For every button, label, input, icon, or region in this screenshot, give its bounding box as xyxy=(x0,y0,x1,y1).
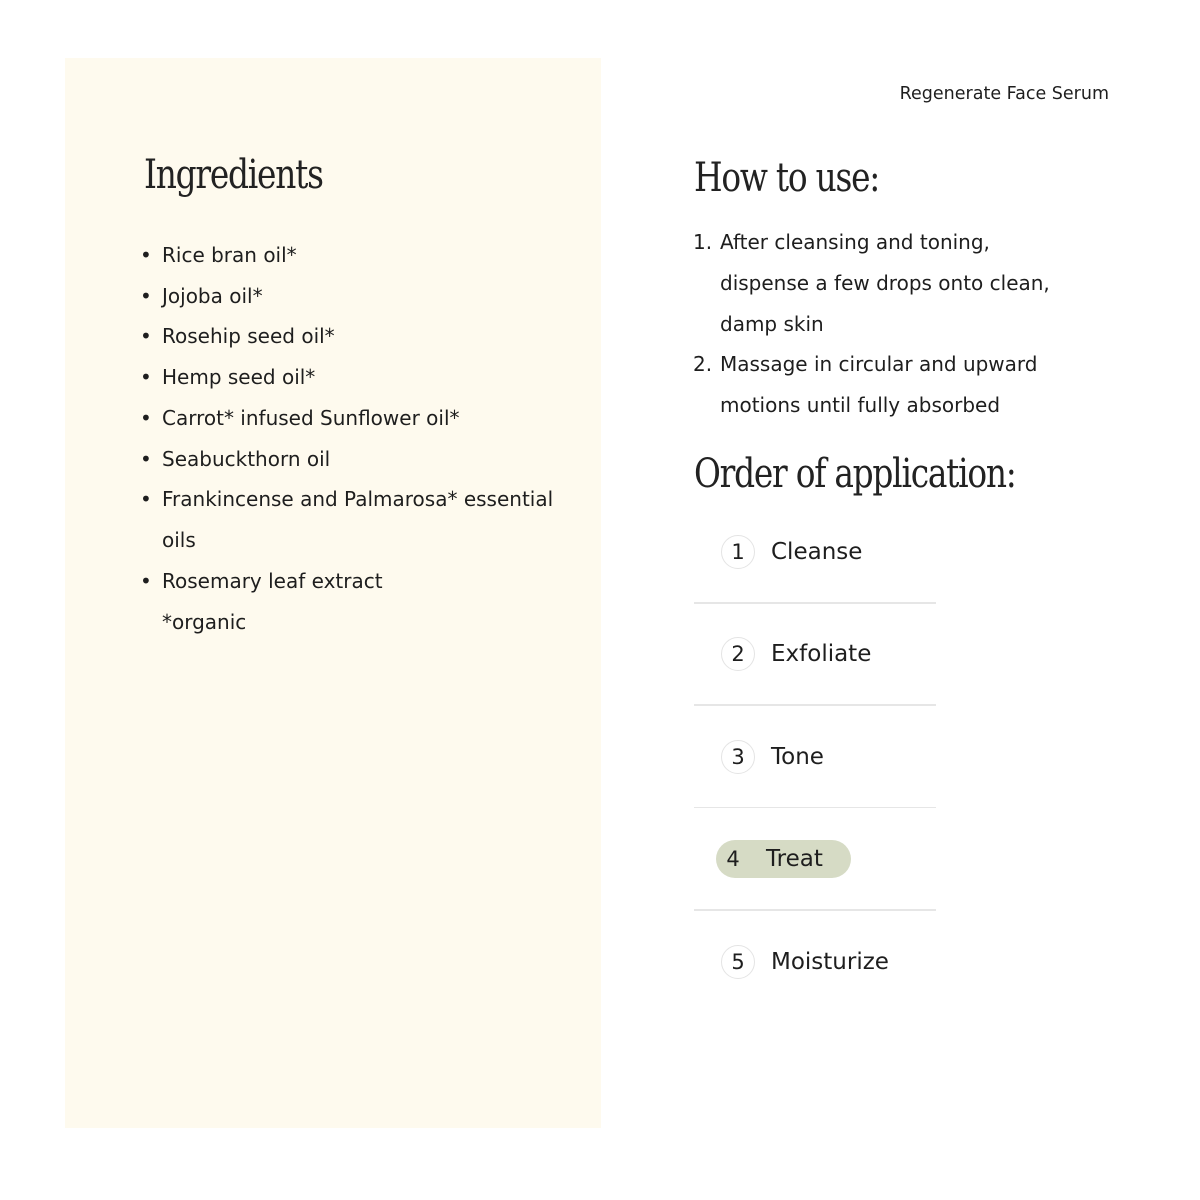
ingredient-item: • Rosehip seed oil* xyxy=(140,316,580,357)
step-number-badge: 1 xyxy=(721,535,755,569)
how-to-use-list xyxy=(690,222,1070,426)
bullet-icon: • xyxy=(140,405,152,430)
ingredient-item: • Rosemary leaf extract xyxy=(140,561,580,602)
ingredients-list xyxy=(140,235,580,601)
organic-footnote: *organic xyxy=(162,610,247,634)
bullet-icon: • xyxy=(140,568,152,593)
how-to-use-title: How to use: xyxy=(694,155,880,201)
application-step-exfoliate[interactable] xyxy=(694,623,936,725)
bullet-icon: • xyxy=(140,243,152,267)
active-step-pill xyxy=(716,840,851,878)
bullet-icon: • xyxy=(140,446,152,471)
bullet-icon: • xyxy=(140,487,152,512)
step-label: Cleanse xyxy=(771,539,863,565)
step-number: 1. xyxy=(693,230,713,254)
application-step-cleanse[interactable] xyxy=(694,521,936,623)
bullet-icon: • xyxy=(140,283,152,308)
step-number-badge: 2 xyxy=(721,637,755,671)
step-label: Treat xyxy=(766,846,823,873)
ingredient-item: • Seabuckthorn oil xyxy=(140,439,580,480)
application-step-moisturize[interactable] xyxy=(694,931,936,1033)
ingredients-title: Ingredients xyxy=(144,152,323,198)
step-number-badge: 3 xyxy=(721,740,755,774)
order-of-application-title: Order of application: xyxy=(694,451,1016,497)
step-number-badge: 5 xyxy=(721,945,755,979)
ingredient-item: • Frankincense and Palmarosa* essential oils xyxy=(140,479,580,560)
bullet-icon: • xyxy=(140,365,152,390)
bullet-icon: • xyxy=(140,324,152,349)
ingredient-item: • Jojoba oil* xyxy=(140,276,580,317)
divider xyxy=(694,602,936,604)
step-number-badge: 4 xyxy=(726,847,740,872)
ingredient-item: • Carrot* infused Sunflower oil* xyxy=(140,398,580,439)
step-label: Exfoliate xyxy=(771,641,872,668)
divider xyxy=(694,807,936,809)
divider xyxy=(694,704,936,706)
application-step-treat[interactable] xyxy=(694,828,936,930)
product-name: Regenerate Face Serum xyxy=(899,84,1109,104)
ingredient-item: • Hemp seed oil* xyxy=(140,357,580,398)
step-label: Moisturize xyxy=(771,948,889,975)
step-label: Tone xyxy=(771,743,824,770)
application-steps xyxy=(694,521,936,1033)
divider xyxy=(694,909,936,911)
step-number: 2. xyxy=(693,352,713,377)
application-step-tone[interactable] xyxy=(694,726,936,828)
ingredient-item: • Rice bran oil* xyxy=(140,235,580,276)
how-to-use-step: 2. Massage in circular and upward motions until fully absorbed xyxy=(690,344,1070,426)
how-to-use-step: 1. After cleansing and toning, dispense a few drops onto clean, damp skin xyxy=(690,222,1070,344)
